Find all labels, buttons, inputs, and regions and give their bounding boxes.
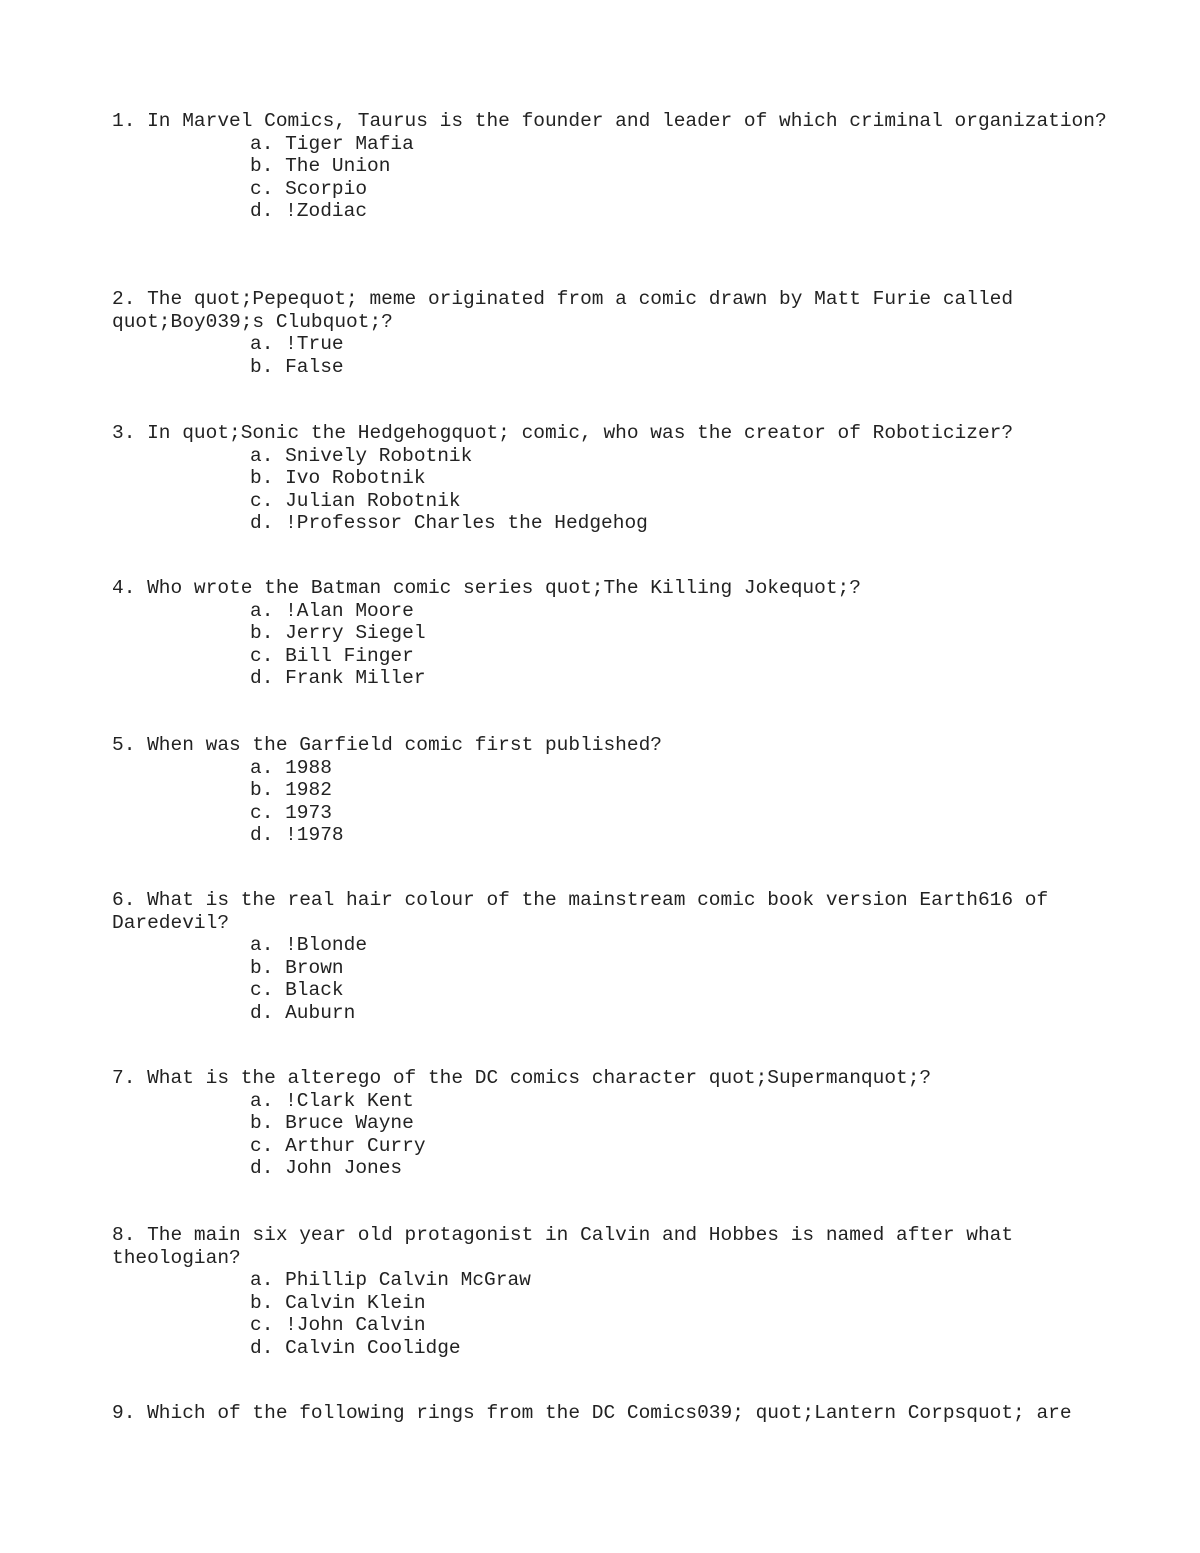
question-text: 8. The main six year old protagonist in Calvin and Hobbes is named after what theologian? <box>112 1224 1025 1269</box>
answer-option: d. Calvin Coolidge <box>250 1336 461 1359</box>
answer-option: d. !1978 <box>250 824 344 846</box>
answer-option: b. The Union <box>250 155 391 177</box>
answer-option: a. Snively Robotnik <box>250 444 473 467</box>
answer-option: d. Frank Miller <box>250 667 426 689</box>
question-4 <box>112 577 1112 690</box>
answer-options <box>112 333 1112 378</box>
answer-options <box>112 934 1112 1024</box>
answer-option: a. !Clark Kent <box>250 1089 414 1112</box>
answer-option: a. !Blonde <box>250 934 368 956</box>
answer-options <box>112 1090 1112 1180</box>
answer-option: b. Jerry Siegel <box>250 622 426 644</box>
answer-option: b. Calvin Klein <box>250 1291 426 1314</box>
question-1 <box>112 110 1112 223</box>
answer-option: a. !Alan Moore <box>250 599 414 622</box>
answer-option: d. Auburn <box>250 1001 356 1024</box>
question-5 <box>112 734 1112 847</box>
answer-option: b. Bruce Wayne <box>250 1112 414 1134</box>
answer-option: c. Bill Finger <box>250 644 414 667</box>
question-text: 5. When was the Garfield comic first published? <box>112 734 662 756</box>
answer-option: d. !Professor Charles the Hedgehog <box>250 512 648 534</box>
answer-option: b. Brown <box>250 956 344 979</box>
answer-option: d. John Jones <box>250 1157 403 1179</box>
answer-options <box>112 600 1112 690</box>
question-9 <box>112 1402 1112 1425</box>
question-text: 6. What is the real hair colour of the mainstream comic book version Earth616 of Daredevil? <box>112 889 1060 934</box>
answer-options <box>112 445 1112 535</box>
question-7 <box>112 1067 1112 1180</box>
answer-option: b. Ivo Robotnik <box>250 467 426 489</box>
answer-option: c. Scorpio <box>250 177 368 200</box>
answer-option: a. !True <box>250 333 344 355</box>
answer-options <box>112 757 1112 847</box>
answer-options <box>112 1269 1112 1359</box>
question-text: 1. In Marvel Comics, Taurus is the founder and leader of which criminal organization? <box>112 110 1107 132</box>
answer-options <box>112 133 1112 223</box>
answer-option: c. 1973 <box>250 801 332 824</box>
question-6 <box>112 889 1112 1024</box>
answer-option: d. !Zodiac <box>250 200 368 222</box>
question-text: 7. What is the alterego of the DC comics character quot;Supermanquot;? <box>112 1067 932 1089</box>
question-3 <box>112 422 1112 535</box>
question-text: 3. In quot;Sonic the Hedgehogquot; comic, who was the creator of Roboticizer? <box>112 422 1014 444</box>
question-2 <box>112 288 1112 378</box>
answer-option: c. Black <box>250 979 344 1001</box>
question-text: 9. Which of the following rings from the DC Comics039; quot;Lantern Corpsquot; are <box>112 1402 1072 1424</box>
answer-option: b. 1982 <box>250 779 332 801</box>
answer-option: c. Julian Robotnik <box>250 489 461 512</box>
question-text: 2. The quot;Pepequot; meme originated from a comic drawn by Matt Furie called quot;Boy039;s Clubquot;? <box>112 288 1025 333</box>
answer-option: a. 1988 <box>250 756 332 779</box>
answer-option: c. !John Calvin <box>250 1314 426 1336</box>
question-8 <box>112 1224 1112 1359</box>
question-text: 4. Who wrote the Batman comic series quot;The Killing Jokequot;? <box>112 577 861 599</box>
answer-option: a. Tiger Mafia <box>250 132 414 155</box>
answer-option: b. False <box>250 355 344 378</box>
answer-option: c. Arthur Curry <box>250 1134 426 1157</box>
answer-option: a. Phillip Calvin McGraw <box>250 1269 531 1291</box>
